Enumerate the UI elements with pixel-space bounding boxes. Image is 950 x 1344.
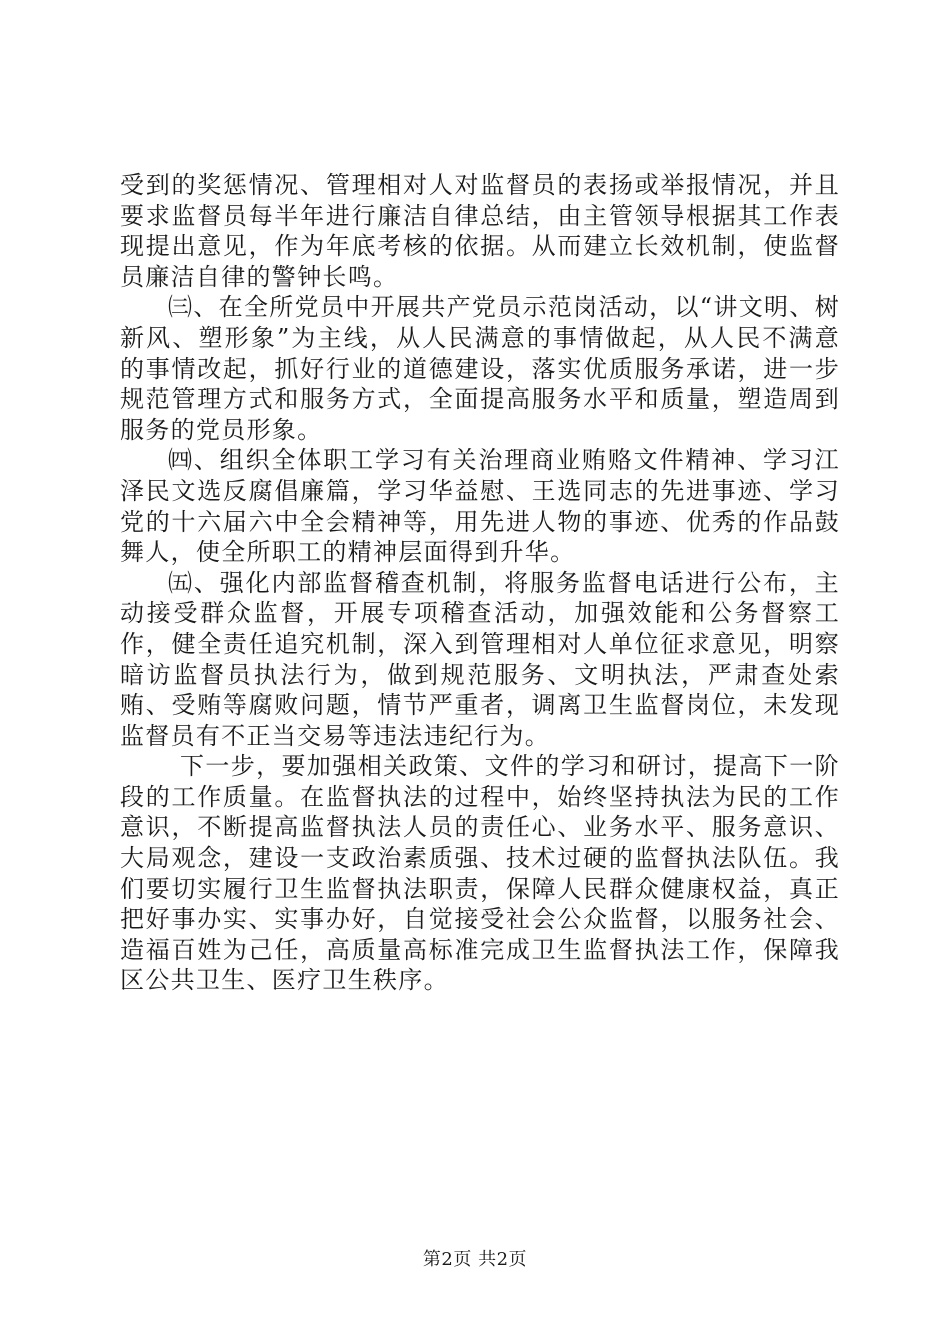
paragraph-next-steps: 下一步，要加强相关政策、文件的学习和研讨，提高下一阶段的工作质量。在监督执法的过程中，始终坚持执法为民的工作意识，不断提高监督执法人员的责任心、业务水平、服务意识、大局观念，建设一支政治素质强、技术过硬的监督执法队伍。我们要切实履行卫生监督执法职责，保障人民群众健康权益，真正把好事办实、实事办好，自觉接受社会公众监督，以服务社会、造福百姓为己任，高质量高标准完成卫生监督执法工作，保障我区公共卫生、医疗卫生秩序。 (120, 752, 840, 995)
paragraph-continuation: 受到的奖惩情况、管理相对人对监督员的表扬或举报情况，并且要求监督员每半年进行廉洁自律总结，由主管领导根据其工作表现提出意见，作为年底考核的依据。从而建立长效机制，使监督员廉洁自律的警钟长鸣。 (120, 171, 840, 291)
page-number-footer: 第2页 共2页 (422, 1249, 528, 1270)
paragraph-item-5: ㈤、强化内部监督稽查机制，将服务监督电话进行公布，主动接受群众监督，开展专项稽查活动，加强效能和公务督察工作，健全责任追究机制，深入到管理相对人单位征求意见，明察暗访监督员执法行为，做到规范服务、文明执法，严肃查处索贿、受贿等腐败问题，情节严重者，调离卫生监督岗位，未发现监督员有不正当交易等违法违纪行为。 (120, 568, 840, 750)
paragraph-item-4: ㈣、组织全体职工学习有关治理商业贿赂文件精神、学习江泽民文选反腐倡廉篇，学习华益慰、王选同志的先进事迹、学习党的十六届六中全会精神等，用先进人物的事迹、优秀的作品鼓舞人，使全所职工的精神层面得到升华。 (120, 446, 840, 567)
paragraph-item-3: ㈢、在全所党员中开展共产党员示范岗活动，以“讲文明、树新风、塑形象”为主线，从人民满意的事情做起，从人民不满意的事情改起，抓好行业的道德建设，落实优质服务承诺，进一步规范管理方式和服务方式，全面提高服务水平和质量，塑造周到服务的党员形象。 (120, 293, 840, 444)
document-body (120, 170, 840, 996)
